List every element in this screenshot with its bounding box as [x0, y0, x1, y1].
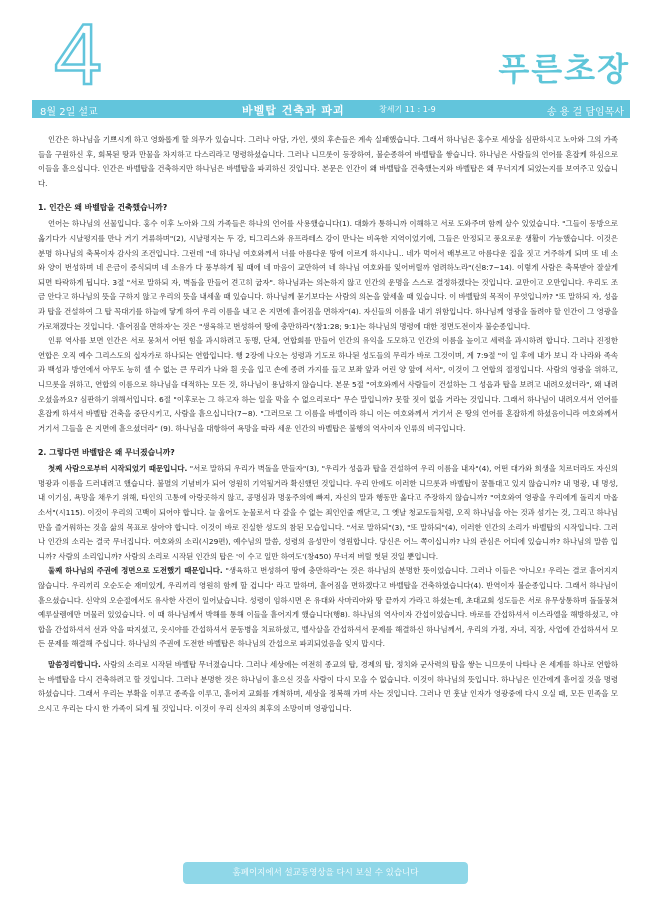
section-heading-1: 1. 인간은 왜 바벨탑을 건축했습니까?: [38, 203, 168, 213]
section2-paragraph-1: [38, 462, 618, 564]
sermon-title: 바벨탑 건축과 파괴: [242, 104, 345, 117]
section1-paragraph-1: 언어는 하나님의 선물입니다. 홍수 이후 노아와 그의 가족들은 하나의 언어를 사용했습니다(1). 대화가 통하니까 이해하고 서로 도와주며 함께 살수 있었습니다. "그들이 동방으로 옮기다가 시날평지를 만나 거기 거류하며"(2), 시날평지는 두 강, 티그리스와 유프라테스 강이 만나는 비옥한 지역이었기에, 그들은 안정되고 풍요로운 생활이 가능했습니다. 이것은 분명 하나님의 축복이자 감사의 조건입니다. 그런데 "네 하나님 여호와께서 너를 아름다운 땅에 이르게 하시나니.. 네가 먹어서 배부르고 아름다운 집을 짓고 거주하게 되며 또 네 소와 양이 번성하며 네 은금이 증식되며 네 소유가 다 풍부하게 될 때에 네 마음이 교만하여 네 하나님 여호와를 잊어버릴까 염려하노라"(신8:7~14). 이렇게 사람은 축복받아 잘살게 되면 타락하게 됩니다. 3절 "서로 말하되 자, 벽돌을 만들어 견고히 굽자". 하나님과는 의논하지 않고 인간의 운명을 스스로 결정하겠다는 것입니다. 교만이고 오만입니다. 우리도 조금 안다고 하나님의 뜻을 구하지 않고 우리의 뜻을 내세울 때 있습니다. 하나님께 묻기보다는 사람의 의논을 앞세울 때 있습니다. 이 바벨탑의 목적이 무엇입니까? "또 말하되 자, 성읍과 탑을 건설하여 그 탑 꼭대기를 하늘에 닿게 하여 우리 이름을 내고 온 지면에 흩어짐을 면하자"(4). 자신들의 이름을 내기 위함입니다. 하나님께 영광을 돌려야 할 인간이 그 영광을 가로채겠다는 것입니다. '흩어짐을 면하자'는 것은 "생육하고 번성하여 땅에 충만하라"(창1:28; 9:1)는 하나님의 명령에 대한 정면도전이자 불순종입니다.: [38, 219, 619, 331]
sermon-body: [38, 133, 618, 716]
scripture-reference: 창세기 11 : 1-9: [379, 105, 436, 114]
sermon-date: 8월 2일 설교: [40, 107, 98, 118]
section-heading-2: 2. 그렇다면 바벨탑은 왜 무너졌습니까?: [38, 448, 175, 458]
section2-paragraph-2: [38, 564, 618, 652]
brand-title: 푸른초장: [498, 50, 630, 88]
point-two-lead: 둘째 하나님의 주권에 정면으로 도전했기 때문입니다.: [48, 566, 223, 576]
video-notice-banner: 홈페이지에서 설교동영상을 다시 보실 수 있습니다: [183, 862, 468, 884]
section1-paragraph-2: 인류 역사를 보면 인간은 서로 뭉쳐서 어떤 힘을 과시하려고 동맹, 단체, 연합회를 만들어 인간의 유익을 도모하고 인간의 이름을 높이고 세력을 과시하려 합니다. 그러나 진정한 연합은 오직 예수 그리스도의 십자가로 하나되는 연합입니다. 행 2장에 나오는 성령과 기도로 하나된 성도들의 무리가 바로 그것이며, 계 7:9절 "이 일 후에 내가 보니 각 나라와 족속과 백성과 방언에서 아무도 능히 셀 수 없는 큰 무리가 나와 흰 옷을 입고 손에 종려 가지를 들고 보좌 앞과 어린 양 앞에 서서", 이것이 그 연합의 절정입니다. 사람의 영광을 위하고, 니므롯을 위하고, 연합의 이름으로 하나님을 대적하는 모든 것, 하나님이 용납하지 않습니다. 본문 5절 "여호와께서 사람들이 건설하는 그 성읍과 탑을 보려고 내려오셨더라", 왜 내려오셨을까요? 심판하기 위해서입니다. 6절 "이후로는 그 하고자 하는 일을 막을 수 없으리로다" 무슨 말입니까? 못할 짓이 없을 거라는 것입니다. 그래서 하나님이 내려오셔서 언어를 혼잡케 하셔서 바벨탑 건축을 중단시키고, 사람을 흩으십니다(7~8). "그러므로 그 이름을 바벨이라 하니 이는 여호와께서 거기서 온 땅의 언어를 혼잡하게 하셨음이니라 여호와께서 거기서 그들을 온 지면에 흩으셨더라" (9). 하나님을 대항하여 욕망을 따라 세운 인간의 바벨탑은 불행의 역사이자 인류의 비극입니다.: [38, 336, 618, 433]
title-bar: [32, 100, 630, 118]
point-one-lead: 첫째 사람으로부터 시작되었기 때문입니다.: [48, 464, 188, 474]
issue-number: 4: [54, 14, 102, 92]
conclusion-paragraph: [38, 658, 618, 716]
intro-paragraph: 인간은 하나님을 기쁘시게 하고 영화롭게 할 의무가 있습니다. 그러나 아담, 가인, 셋의 후손들은 계속 실패했습니다. 그래서 하나님은 홍수로 세상을 심판하시고 노아와 그의 가족들을 구원하신 후, 회복된 땅과 만물을 차지하고 다스리라고 명령하셨습니다. 그러나 니므롯이 등장하여, 불순종하여 바벨탑을 쌓습니다. 하나님은 사람들의 언어를 혼잡케 하심으로 이들을 흩으십니다. 인간은 바벨탑을 건축하지만 하나님은 바벨탑을 파괴하신 것입니다. 본문은 인간이 왜 바벨탑을 건축했는지와 바벨탑은 왜 무너지게 되었는지를 보여주고 있습니다.: [38, 135, 618, 188]
point-one-text: "서로 말하되 우리가 벽돌을 만들자"(3), "우리가 성읍과 탑을 건설하여 우리 이름을 내자"(4), 어떤 대가와 희생을 치르더라도 자신의 명광과 이름을 드러내려고 했습니다. 불멸의 기념비가 되어 영원히 기억될거라 확신했던 것입니다. 우리 안에도 이러한 니므롯과 바벨탑이 꿈틀대고 있지 않습니까? 내 명광, 내 명성, 내 이기심, 욕망을 채우기 위해, 타인의 고통에 아랑곳하지 않고, 공명심과 명웅주의에 빠져, 자신의 말과 행동만 옳다고 주장하지 않습니까? "여호와여 영광을 우리에게 돌리지 마옵소서"(시115). 이것이 우리의 고백이 되어야 합니다. 늘 울어도 눈물로서 다 갚을 수 없는 죄인인줄 깨닫고, 그 옛날 청교도들처럼, 오직 하나님을 아는 것과 섬기는 것, 그리고 하나님만을 즐거워하는 것을 삶의 목표로 삼아야 합니다. 이것이 바로 진실한 성도의 참된 모습입니다. "서로 말하되"(3), "또 말하되"(4), 이러한 인간의 소리가 바벨탑의 시작입니다. 그러나 인간의 소리는 결국 무너집니다. 여호와의 소리(시29편), 예수님의 말씀, 성령의 음성만이 영원합니다. 당신은 어느 쪽이십니까? 나의 관심은 어디에 있습니까? 하나님의 말씀 입니까? 사람의 소리입니까? 사람의 소리로 시작된 인간의 탑은 '이 수고 일만 하여도'(창450) 무너져 버릴 헛된 것일 뿐입니다.: [38, 464, 618, 561]
point-two-text: "생육하고 번성하여 땅에 충만하라"는 것은 하나님의 분명한 뜻이었습니다. 그러나 이들은 '아니오! 우리는 결코 흩어지지 않습니다. 우리끼리 오순도순 재미있게, 우리끼리 영원히 함께 할 겁니다' 라고 말하며, 흩어짐을 면하겠다고 바벨탑을 건축하였습니다(4). 반역이자 불순종입니다. 그래서 하나님이 흩으셨습니다. 신약의 오순절에서도 유사한 사건이 일어났습니다. 성령이 임하시면 온 유대와 사마리아와 땅 끝까지 가라고 하셨는데, 초대교회 성도들은 서로 유무상통하며 돌돌뭉쳐 예루살렘에만 머물러 있었습니다. 이 때 하나님께서 박해를 통해 이들을 흩어지게 했습니다(행8). 하나님의 역사이자 간섭이었습니다. 바로를 간섭하셔서 이스라엘을 해방하셨고, 야합을 간섭하셔서 선과 악을 따지셨고, 옷시야를 간섭하셔서 문동병을 치료하셨고, 벨사살을 간섭하셔서 문제를 해결하신 하나님께서, 우리의 가정, 자녀, 직장, 사업에 간섭하셔서 모든 문제를 해결해 주십니다. 하나님의 주권에 도전한 바벨탑은 하나님의 간섭으로 파괴되었음을 잊지 맙시다.: [38, 566, 619, 649]
conclusion-text: 사람의 소리로 시작된 바벨탑 무너졌습니다. 그러나 세상에는 여전히 종교의 탑, 경제의 탑, 정치와 군사력의 탑을 쌓는 니므롯이 나타나 온 세계를 하나로 연합하는 바벨탑을 다시 건축하려고 할 것입니다. 그러나 분명한 것은 하나님이 흩으신 것을 사람이 다시 모을 수 없습니다. 이것이 하나님의 뜻입니다. 하나님은 인간에게 흩어질 것을 명령하셨습니다. 그래서 우리는 부확을 이루고 종족을 이루고, 흩어져 교회를 개척하며, 세상을 정복해 가며 사는 것입니다. 그러나 먼 훗날 인자가 영광중에 다시 오실 때, 모든 민족을 모으시고 우리는 다시 한 가족이 되게 될 것입니다. 이것이 우리 신자의 최후의 소망이며 영광입니다.: [38, 660, 618, 713]
conclusion-lead: 말씀정리합니다.: [48, 660, 101, 669]
sermon-author: 송 용 걸 담임목사: [546, 107, 624, 118]
issue-number-graphic: [46, 14, 110, 92]
